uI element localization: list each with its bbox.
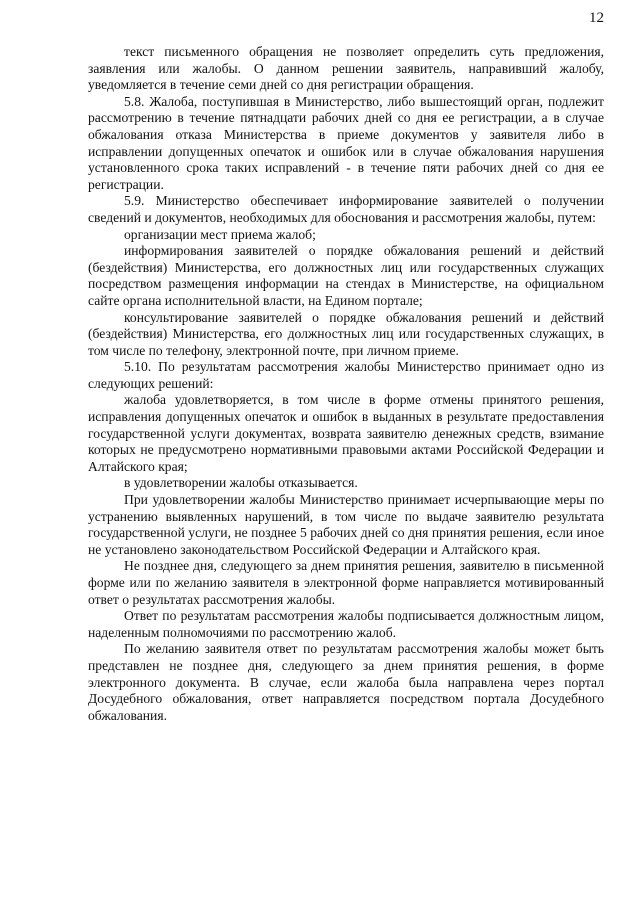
paragraph: 5.8. Жалоба, поступившая в Министерство, либо вышестоящий орган, подлежит рассмотрению в течение пятнадцати рабочих дней со дня ее регистрации, а в случае обжалования отказа Министерства в приеме документов у заявителя либо в исправлении допущенных опечаток и ошибок или в случае обжалования нарушения установленного срока таких исправлений - в течение пяти рабочих дней со дня ее регистрации. [88, 93, 604, 192]
paragraph: в удовлетворении жалобы отказывается. [124, 475, 358, 491]
paragraph: информирования заявителей о порядке обжалования решений и действий (бездействия) Министерства, его должностных лиц или государственных служащих посредством размещения информации на стендах в Министерстве, на официальном сайте органа исполнительной власти, на Едином портале; [88, 243, 604, 308]
paragraph: При удовлетворении жалобы Министерство принимает исчерпывающие меры по устранению выявленных нарушений, в том числе по выдаче заявителю результата государственной услуги, не позднее 5 рабочих дней со дня принятия решения, если иное не установлено законодательством Российской Федерации и Алтайского края. [88, 492, 604, 557]
paragraph: 5.10. По результатам рассмотрения жалобы Министерство принимает одно из следующих решений: [88, 359, 604, 391]
paragraph: консультирование заявителей о порядке обжалования решений и действий (бездействия) Министерства, его должностных лиц или государственных служащих, в том числе по телефону, электронной почте, при личном приеме. [88, 309, 604, 358]
paragraph: жалоба удовлетворяется, в том числе в форме отмены принятого решения, исправления допущенных опечаток и ошибок в выданных в результате предоставления государственной услуги документах, возврата заявителю денежных средств, взимание которых не предусмотрено нормативными правовыми актами Российской Федерации и Алтайского края; [88, 392, 604, 474]
paragraph: Ответ по результатам рассмотрения жалобы подписывается должностным лицом, наделенным полномочиями по рассмотрению жалоб. [88, 608, 604, 640]
page-number: 12 [589, 10, 604, 26]
paragraph: Не позднее дня, следующего за днем принятия решения, заявителю в письменной форме или по желанию заявителя в электронной форме направляется мотивированный ответ о результатах рассмотрения жалобы. [88, 558, 604, 607]
paragraph: текст письменного обращения не позволяет определить суть предложения, заявления или жалобы. О данном решении заявитель, направивший жалобу, уведомляется в течение семи дней со дня регистрации обращения. [88, 44, 604, 93]
document-body [88, 44, 604, 724]
paragraph: организации мест приема жалоб; [124, 226, 316, 242]
paragraph: По желанию заявителя ответ по результатам рассмотрения жалобы может быть представлен не позднее дня, следующего за днем принятия решения, в форме электронного документа. В случае, если жалоба была направлена через портал Досудебного обжалования, ответ направляется посредством портала Досудебного обжалования. [88, 641, 604, 723]
paragraph: 5.9. Министерство обеспечивает информирование заявителей о получении сведений и документов, необходимых для обоснования и рассмотрения жалобы, путем: [88, 193, 604, 225]
